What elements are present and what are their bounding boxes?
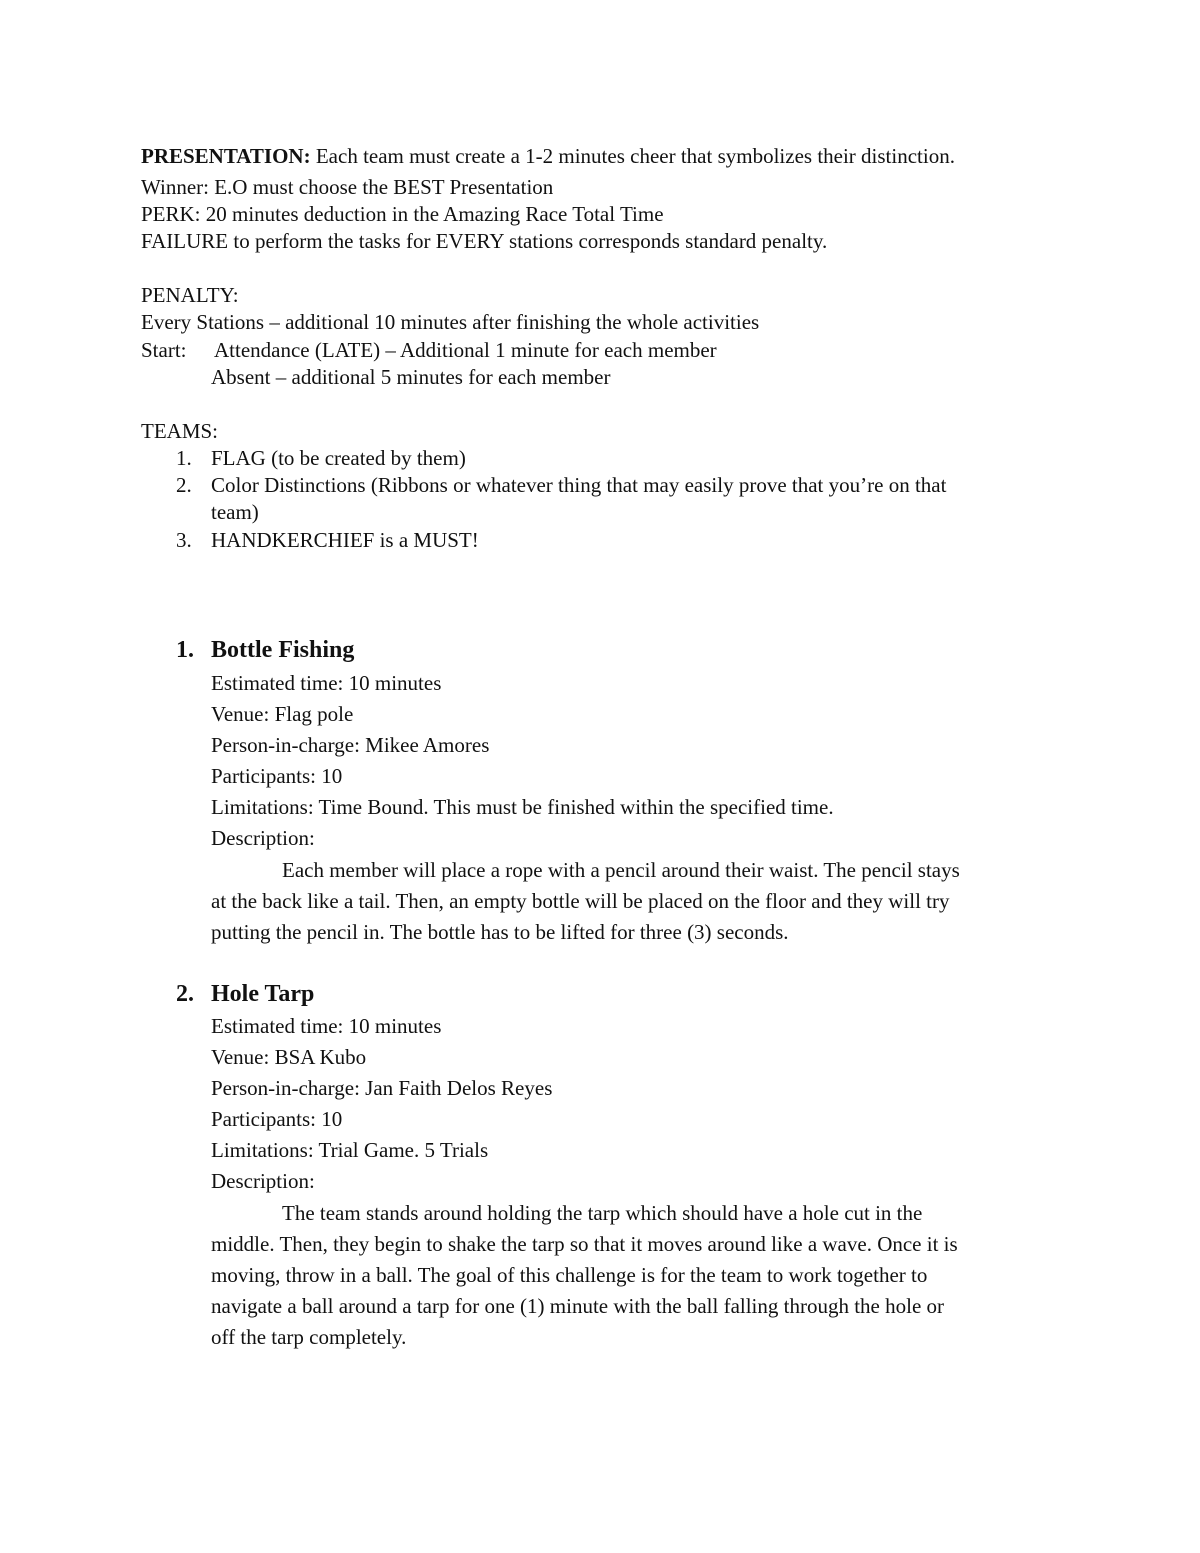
game-participants: Participants: 10 — [211, 1107, 343, 1131]
game-person-in-charge: Person-in-charge: Jan Faith Delos Reyes — [211, 1076, 553, 1100]
penalty-start-label: Start: — [141, 338, 187, 362]
game-limitations: Limitations: Trial Game. 5 Trials — [211, 1138, 489, 1162]
game-person-in-charge: Person-in-charge: Mikee Amores — [211, 733, 490, 757]
failure-line: FAILURE to perform the tasks for EVERY stations corresponds standard penalty. — [141, 229, 828, 253]
presentation-label: PRESENTATION: — [141, 144, 311, 168]
teams-item-number: 1. — [176, 446, 192, 470]
game-title: Hole Tarp — [211, 981, 315, 1007]
penalty-title: PENALTY: — [141, 283, 239, 307]
game-participants: Participants: 10 — [211, 764, 343, 788]
game-title: Bottle Fishing — [211, 637, 355, 663]
game-number: 2. — [176, 981, 194, 1007]
game-venue: Venue: Flag pole — [211, 702, 354, 726]
teams-item-number: 2. — [176, 473, 192, 497]
winner-line: Winner: E.O must choose the BEST Presentation — [141, 175, 554, 199]
presentation-text: Each team must create a 1-2 minutes cheer that symbolizes their distinction. — [315, 144, 955, 168]
game-description-line: off the tarp completely. — [211, 1325, 407, 1349]
teams-item-text: FLAG (to be created by them) — [211, 446, 466, 470]
game-limitations: Limitations: Time Bound. This must be finished within the specified time. — [211, 795, 834, 819]
teams-item-number: 3. — [176, 528, 192, 552]
game-description-line: moving, throw in a ball. The goal of this challenge is for the team to work together to — [211, 1263, 928, 1287]
game-description-line: at the back like a tail. Then, an empty bottle will be placed on the floor and they will try — [211, 889, 950, 913]
game-venue: Venue: BSA Kubo — [211, 1045, 367, 1069]
penalty-every-stations: Every Stations – additional 10 minutes after finishing the whole activities — [141, 310, 760, 334]
game-number: 1. — [176, 637, 194, 663]
game-estimated-time: Estimated time: 10 minutes — [211, 1014, 442, 1038]
teams-title: TEAMS: — [141, 419, 219, 443]
teams-item-text: HANDKERCHIEF is a MUST! — [211, 528, 479, 552]
game-estimated-time: Estimated time: 10 minutes — [211, 671, 442, 695]
teams-item-text: team) — [211, 500, 259, 524]
game-description-label: Description: — [211, 826, 315, 850]
perk-line: PERK: 20 minutes deduction in the Amazing Race Total Time — [141, 202, 664, 226]
game-description-line: navigate a ball around a tarp for one (1) minute with the ball falling through the hole or — [211, 1294, 945, 1318]
penalty-absent: Absent – additional 5 minutes for each member — [211, 365, 611, 389]
game-description-line: putting the pencil in. The bottle has to be lifted for three (3) seconds. — [211, 920, 789, 944]
presentation-line — [141, 146, 955, 167]
teams-item-text: Color Distinctions (Ribbons or whatever thing that may easily prove that you’re on that — [211, 473, 947, 497]
game-description-line: Each member will place a rope with a pencil around their waist. The pencil stays — [282, 858, 960, 882]
game-description-line: middle. Then, they begin to shake the tarp so that it moves around like a wave. Once it is — [211, 1232, 958, 1256]
penalty-attendance: Attendance (LATE) – Additional 1 minute for each member — [214, 338, 717, 362]
game-description-line: The team stands around holding the tarp which should have a hole cut in the — [282, 1201, 923, 1225]
game-description-label: Description: — [211, 1169, 315, 1193]
